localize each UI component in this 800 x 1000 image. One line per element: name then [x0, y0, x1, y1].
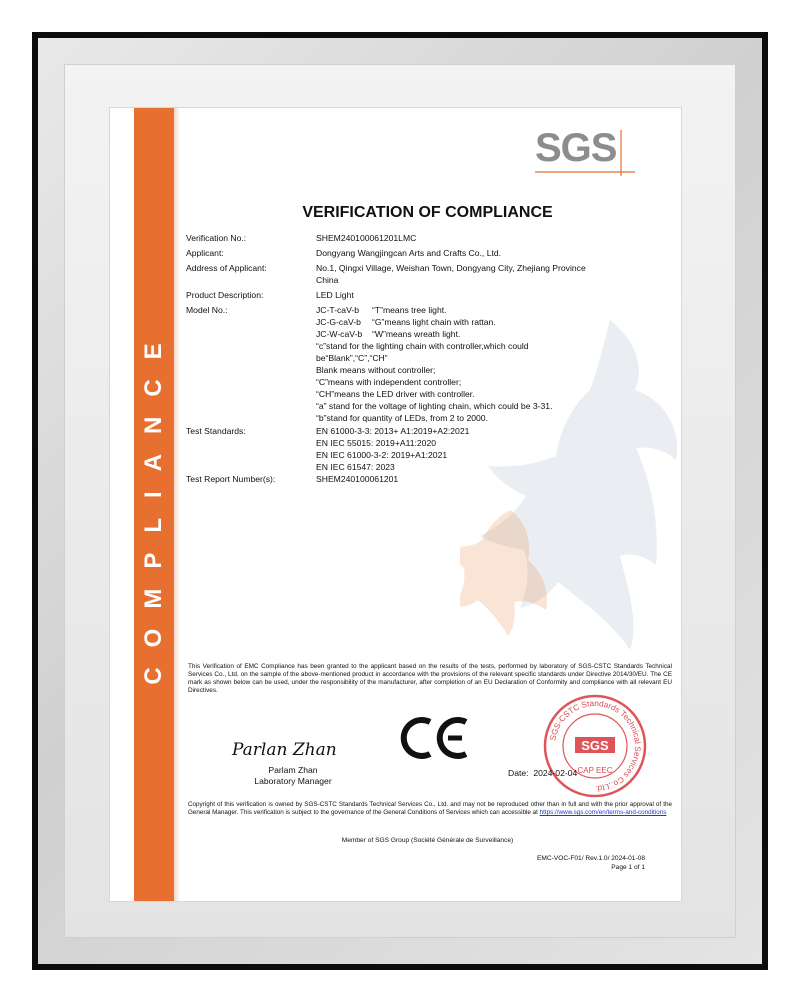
- address-line-1: No.1, Qingxi Village, Weishan Town, Dongyang City, Zhejiang Province: [316, 263, 586, 273]
- model-note-line: “c”stand for the lighting chain with controller,which could: [316, 341, 529, 351]
- sgs-logo-text: SGS: [535, 126, 617, 170]
- form-number: EMC-VOC-F01/ Rev.1.0/ 2024-01-08: [537, 855, 645, 862]
- date-label: Date:: [508, 768, 529, 778]
- sgs-logo: [535, 126, 635, 178]
- model-note: “G”means light chain with rattan.: [372, 317, 496, 327]
- report-label: Test Report Number(s):: [186, 474, 276, 484]
- product-label: Product Description:: [186, 290, 264, 300]
- address-value: [316, 262, 656, 286]
- compliance-paragraph: This Verification of EMC Compliance has been granted to the applicant based on the results of the tests, performed by laboratory of SGS-CSTC Standards Technical Services Co., Ltd. on the sample of the above-mentioned product in accordance with the provisions of the relevant specific standards under Directive 2014/30/EU. The CE mark as shown below can be used, under the responsibility of the manufacturer, after completion of an EU Declaration of Conformity and compliance with all relevant EU Directives.: [188, 663, 672, 695]
- signatory-name: Parlam Zhan: [268, 765, 318, 775]
- signatory: [238, 765, 348, 787]
- ce-mark-icon: [400, 716, 472, 760]
- model-note: “W”means wreath light.: [372, 329, 461, 339]
- stamp-center: SGS: [581, 738, 609, 753]
- product-value: LED Light: [316, 290, 354, 300]
- model-note-line: “a” stand for the voltage of lighting chain, which could be 3-31.: [316, 401, 553, 411]
- form-version: [537, 854, 645, 872]
- model-note-line: be“Blank”,“C”,“CH”: [316, 353, 388, 363]
- model-code: JC-G-caV-b: [316, 317, 361, 327]
- model-value: [316, 304, 656, 424]
- band-text: COMPLIANCE: [140, 323, 167, 685]
- signature-image: [228, 735, 358, 763]
- date-value: 2024-02-04: [533, 768, 578, 778]
- address-line-2: China: [316, 275, 339, 285]
- signature-script: Parlan Zhan: [232, 740, 337, 760]
- field-report: [186, 473, 656, 485]
- standard-item: EN IEC 61000-3-2: 2019+A1:2021: [316, 450, 448, 460]
- band-shadow: [174, 108, 180, 901]
- model-code: JC-W-caV-b: [316, 329, 363, 339]
- field-standards: [186, 425, 656, 473]
- field-applicant: [186, 247, 656, 259]
- verification-value: SHEM240100061201LMC: [316, 233, 417, 243]
- standards-label: Test Standards:: [186, 426, 246, 436]
- field-address: [186, 262, 656, 286]
- verification-label: Verification No.:: [186, 233, 247, 243]
- signatory-role: Laboratory Manager: [254, 776, 332, 786]
- certificate-fields: [186, 232, 656, 485]
- model-line: [316, 328, 656, 340]
- model-line: [316, 316, 656, 328]
- applicant-label: Applicant:: [186, 248, 224, 258]
- member-line: Member of SGS Group (Société Générale de Surveillance): [341, 837, 514, 844]
- applicant-value: Dongyang Wangjingcan Arts and Crafts Co., Ltd.: [316, 248, 502, 258]
- logo-lines: [535, 126, 635, 178]
- copyright-body: Copyright of this verification is owned by SGS-CSTC Standards Technical Services Co., Ltd. and may not be reproduced other than in full and with the prior approval of the General Manager. This verification is subject to the governance of the General Conditions of Services which can accessible at: [188, 801, 672, 816]
- certificate-title: VERIFICATION OF COMPLIANCE: [302, 204, 553, 221]
- certificate-page: [110, 108, 681, 901]
- terms-link[interactable]: https://www.sgs.com/en/terms-and-conditions: [539, 809, 667, 816]
- field-product: [186, 289, 656, 301]
- model-note: “T”means tree light.: [372, 305, 447, 315]
- field-model: [186, 304, 656, 424]
- address-label: Address of Applicant:: [186, 263, 267, 273]
- report-value: SHEM240100061201: [316, 474, 399, 484]
- model-code: JC-T-caV-b: [316, 305, 359, 315]
- model-note-line: “b”stand for quantity of LEDs, from 2 to 2000.: [316, 413, 488, 423]
- copyright-text: [188, 801, 672, 817]
- standard-item: EN IEC 61547: 2023: [316, 462, 395, 472]
- model-note-line: “CH”means the LED driver with controller.: [316, 389, 475, 399]
- field-verification-no: [186, 232, 656, 244]
- model-note-line: Blank means without controller;: [316, 365, 436, 375]
- standard-item: EN 61000-3-3: 2013+ A1:2019+A2:2021: [316, 426, 470, 436]
- page-number: Page 1 of 1: [611, 864, 645, 871]
- stamp-bottom: CAP EEC: [577, 766, 613, 775]
- sgs-stamp: [540, 691, 650, 801]
- stamp-ring-text: SGS-CSTC Standards Technical Services Co.,Ltd.: [548, 698, 643, 794]
- model-note-line: “C”means with independent controller;: [316, 377, 462, 387]
- model-label: Model No.:: [186, 305, 228, 315]
- standard-item: EN IEC 55015: 2019+A11:2020: [316, 438, 437, 448]
- model-line: [316, 304, 656, 316]
- date-line: [508, 768, 577, 778]
- standards-value: [316, 425, 656, 473]
